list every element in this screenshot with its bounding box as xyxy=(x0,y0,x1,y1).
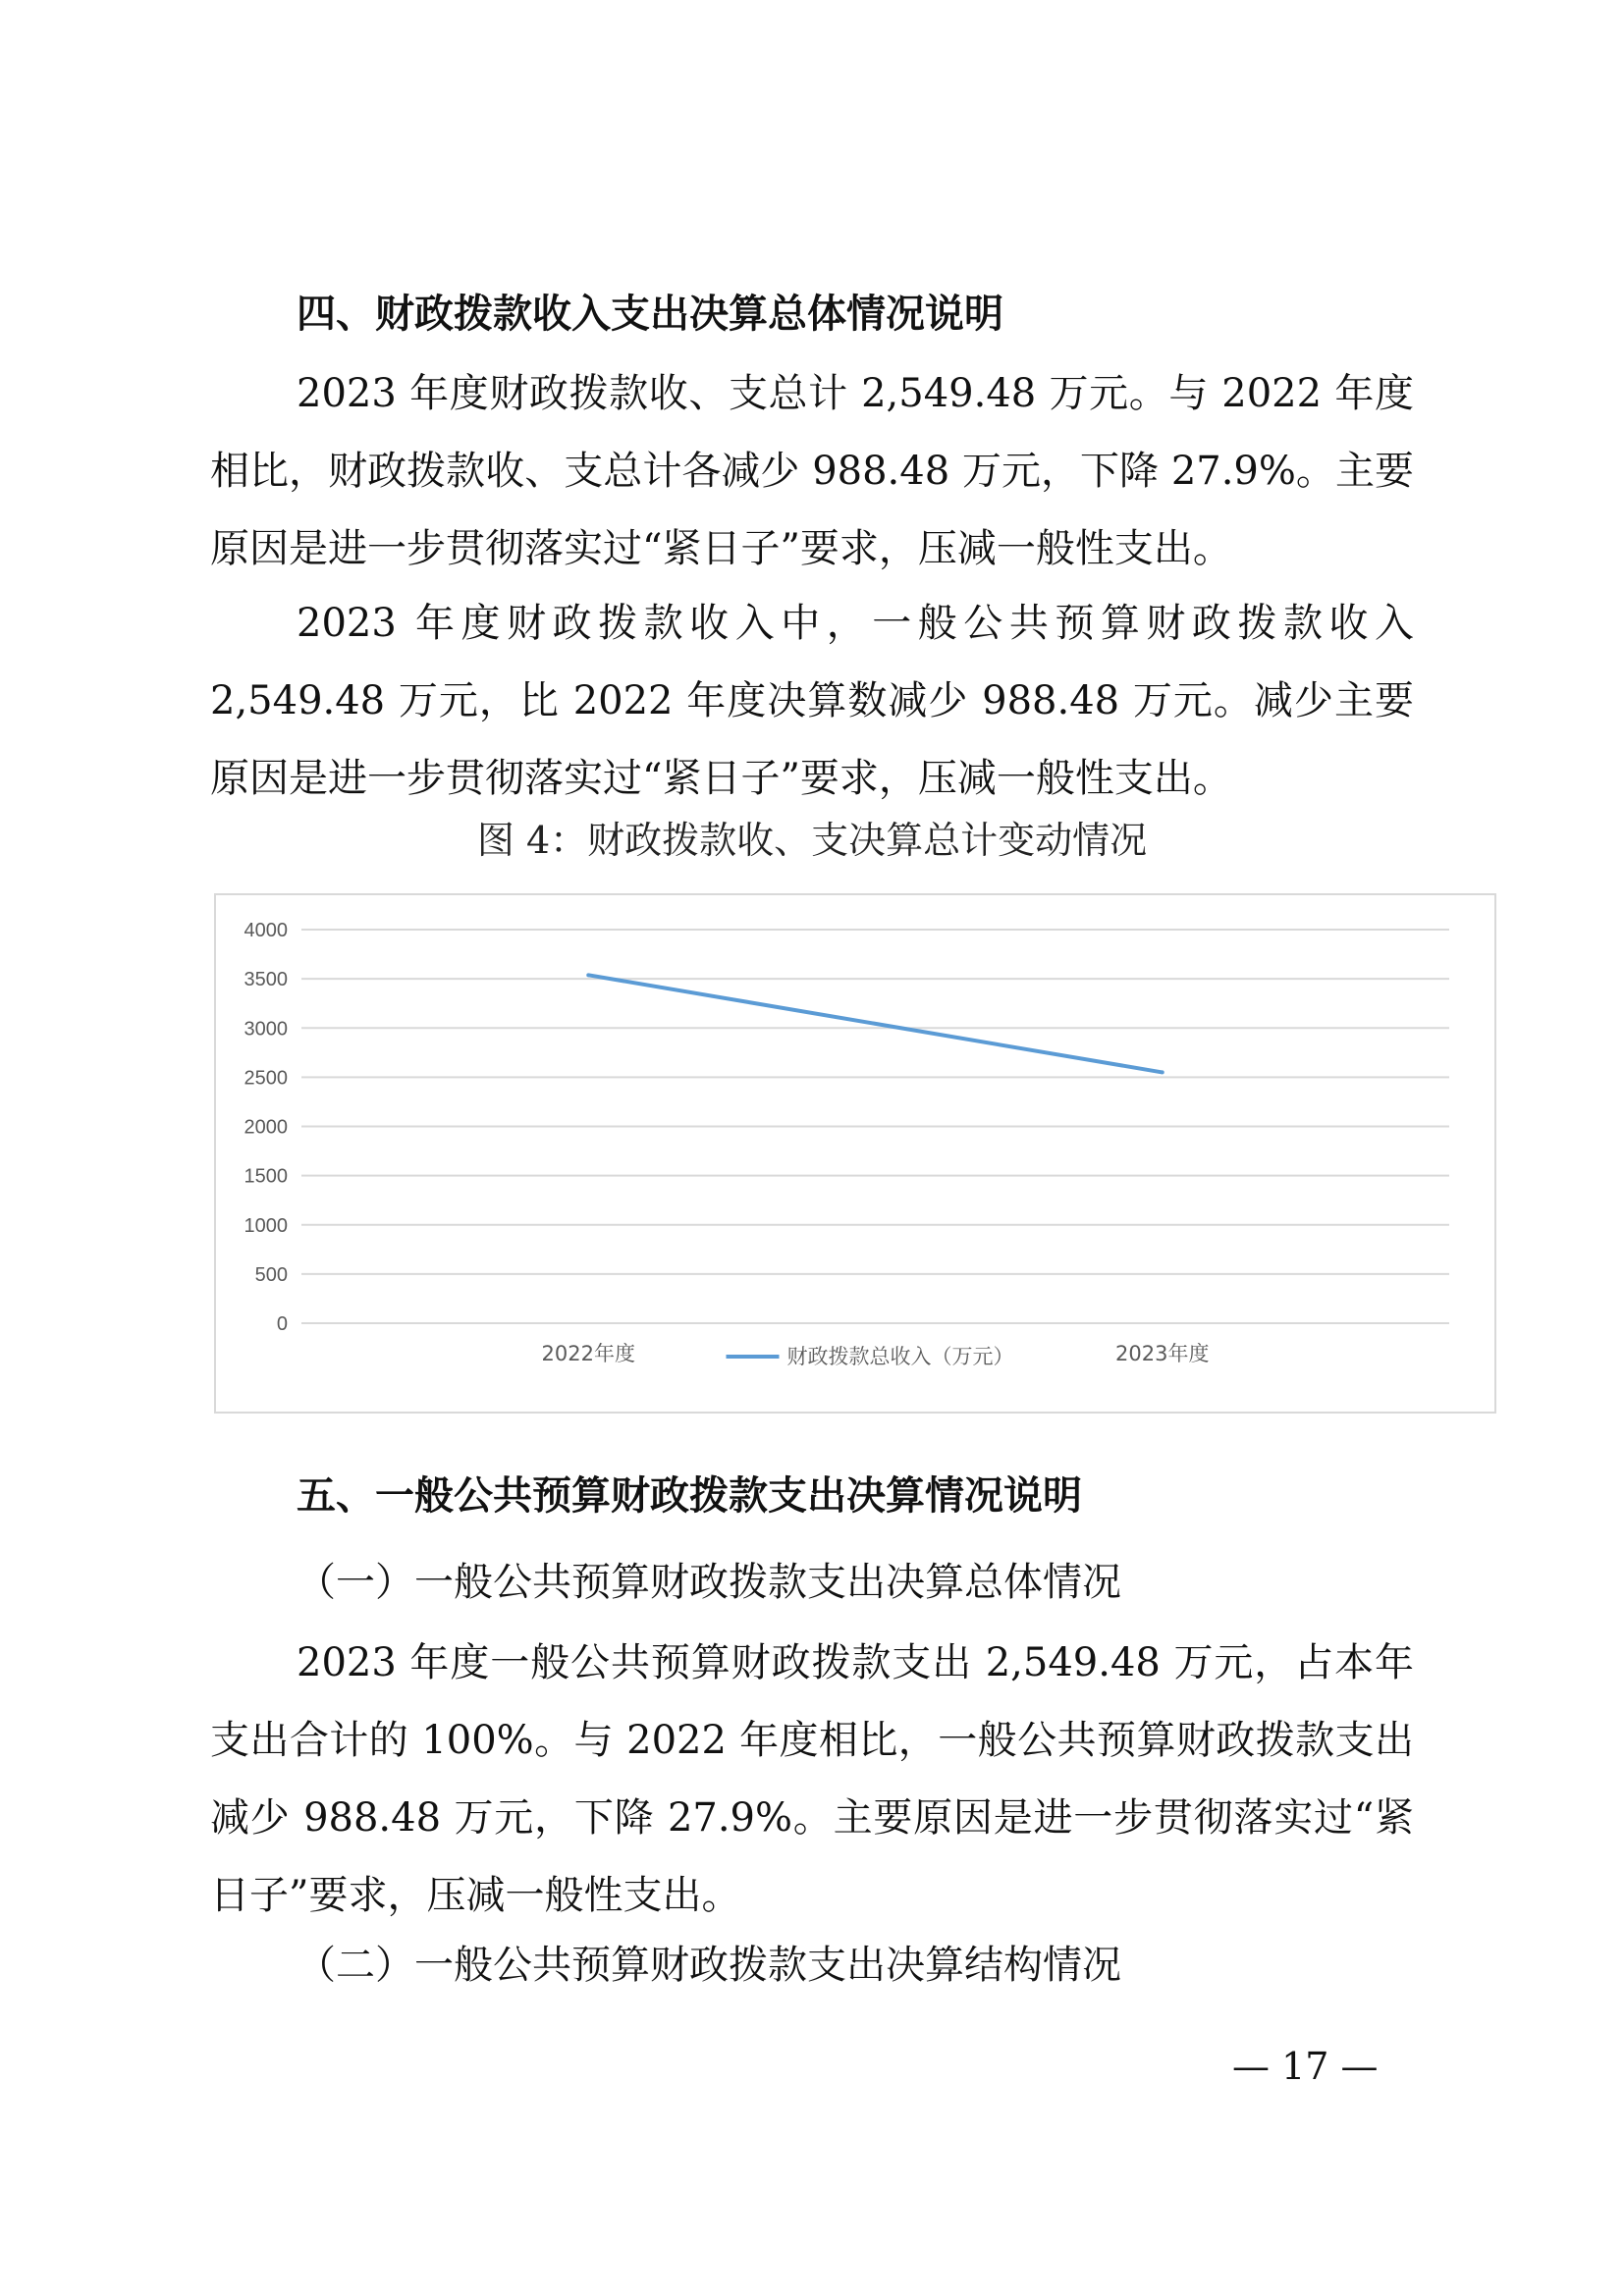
legend-label: 财政拨款总收入（万元） xyxy=(786,1345,1014,1368)
x-tick-label: 2022年度 xyxy=(541,1342,635,1365)
chart-canvas xyxy=(216,895,1498,1415)
y-tick-label: 500 xyxy=(254,1263,288,1286)
section-5-heading: 五、一般公共预算财政拨款支出决算情况说明 xyxy=(297,1473,1082,1519)
y-tick-label: 3000 xyxy=(244,1018,288,1041)
data-point xyxy=(586,973,590,977)
y-tick-label: 1500 xyxy=(244,1165,288,1188)
page-number: — 17 — xyxy=(1232,2045,1379,2088)
line-chart xyxy=(214,893,1496,1414)
section-4-paragraph-2: 2023 年度财政拨款收入中，一般公共预算财政拨款收入 2,549.48 万元，比 2022 年度决算数减少 988.48 万元。减少主要原因是进一步贯彻落实过“紧日子”要求，压减一般性支出。 xyxy=(210,601,1414,801)
section-5-subheading-2: （二）一般公共预算财政拨款支出决算结构情况 xyxy=(297,1943,1121,1988)
y-tick-label: 3500 xyxy=(244,969,288,991)
y-tick-label: 2000 xyxy=(244,1116,288,1139)
data-point xyxy=(1161,1070,1164,1074)
y-tick-label: 0 xyxy=(276,1313,288,1335)
x-tick-label: 2023年度 xyxy=(1115,1342,1210,1365)
y-tick-label: 1000 xyxy=(244,1214,288,1237)
y-tick-label: 2500 xyxy=(244,1067,288,1090)
figure-caption: 图 4：财政拨款收、支决算总计变动情况 xyxy=(476,819,1148,862)
series-line xyxy=(588,975,1163,1072)
section-5-paragraph-1: 2023 年度一般公共预算财政拨款支出 2,549.48 万元，占本年支出合计的 100%。与 2022 年度相比，一般公共预算财政拨款支出减少 988.48 万元，下降 27.9%。主要原因是进一步贯彻落实过“紧日子”要求，压减一般性支出。 xyxy=(210,1640,1414,1918)
section-4-paragraph-1: 2023 年度财政拨款收、支总计 2,549.48 万元。与 2022 年度相比，财政拨款收、支总计各减少 988.48 万元，下降 27.9%。主要原因是进一步贯彻落实过“紧日子”要求，压减一般性支出。 xyxy=(210,371,1414,571)
section-5-subheading-1: （一）一般公共预算财政拨款支出决算总体情况 xyxy=(297,1560,1121,1605)
section-4-heading: 四、财政拨款收入支出决算总体情况说明 xyxy=(297,292,1003,337)
y-tick-label: 4000 xyxy=(244,920,288,941)
